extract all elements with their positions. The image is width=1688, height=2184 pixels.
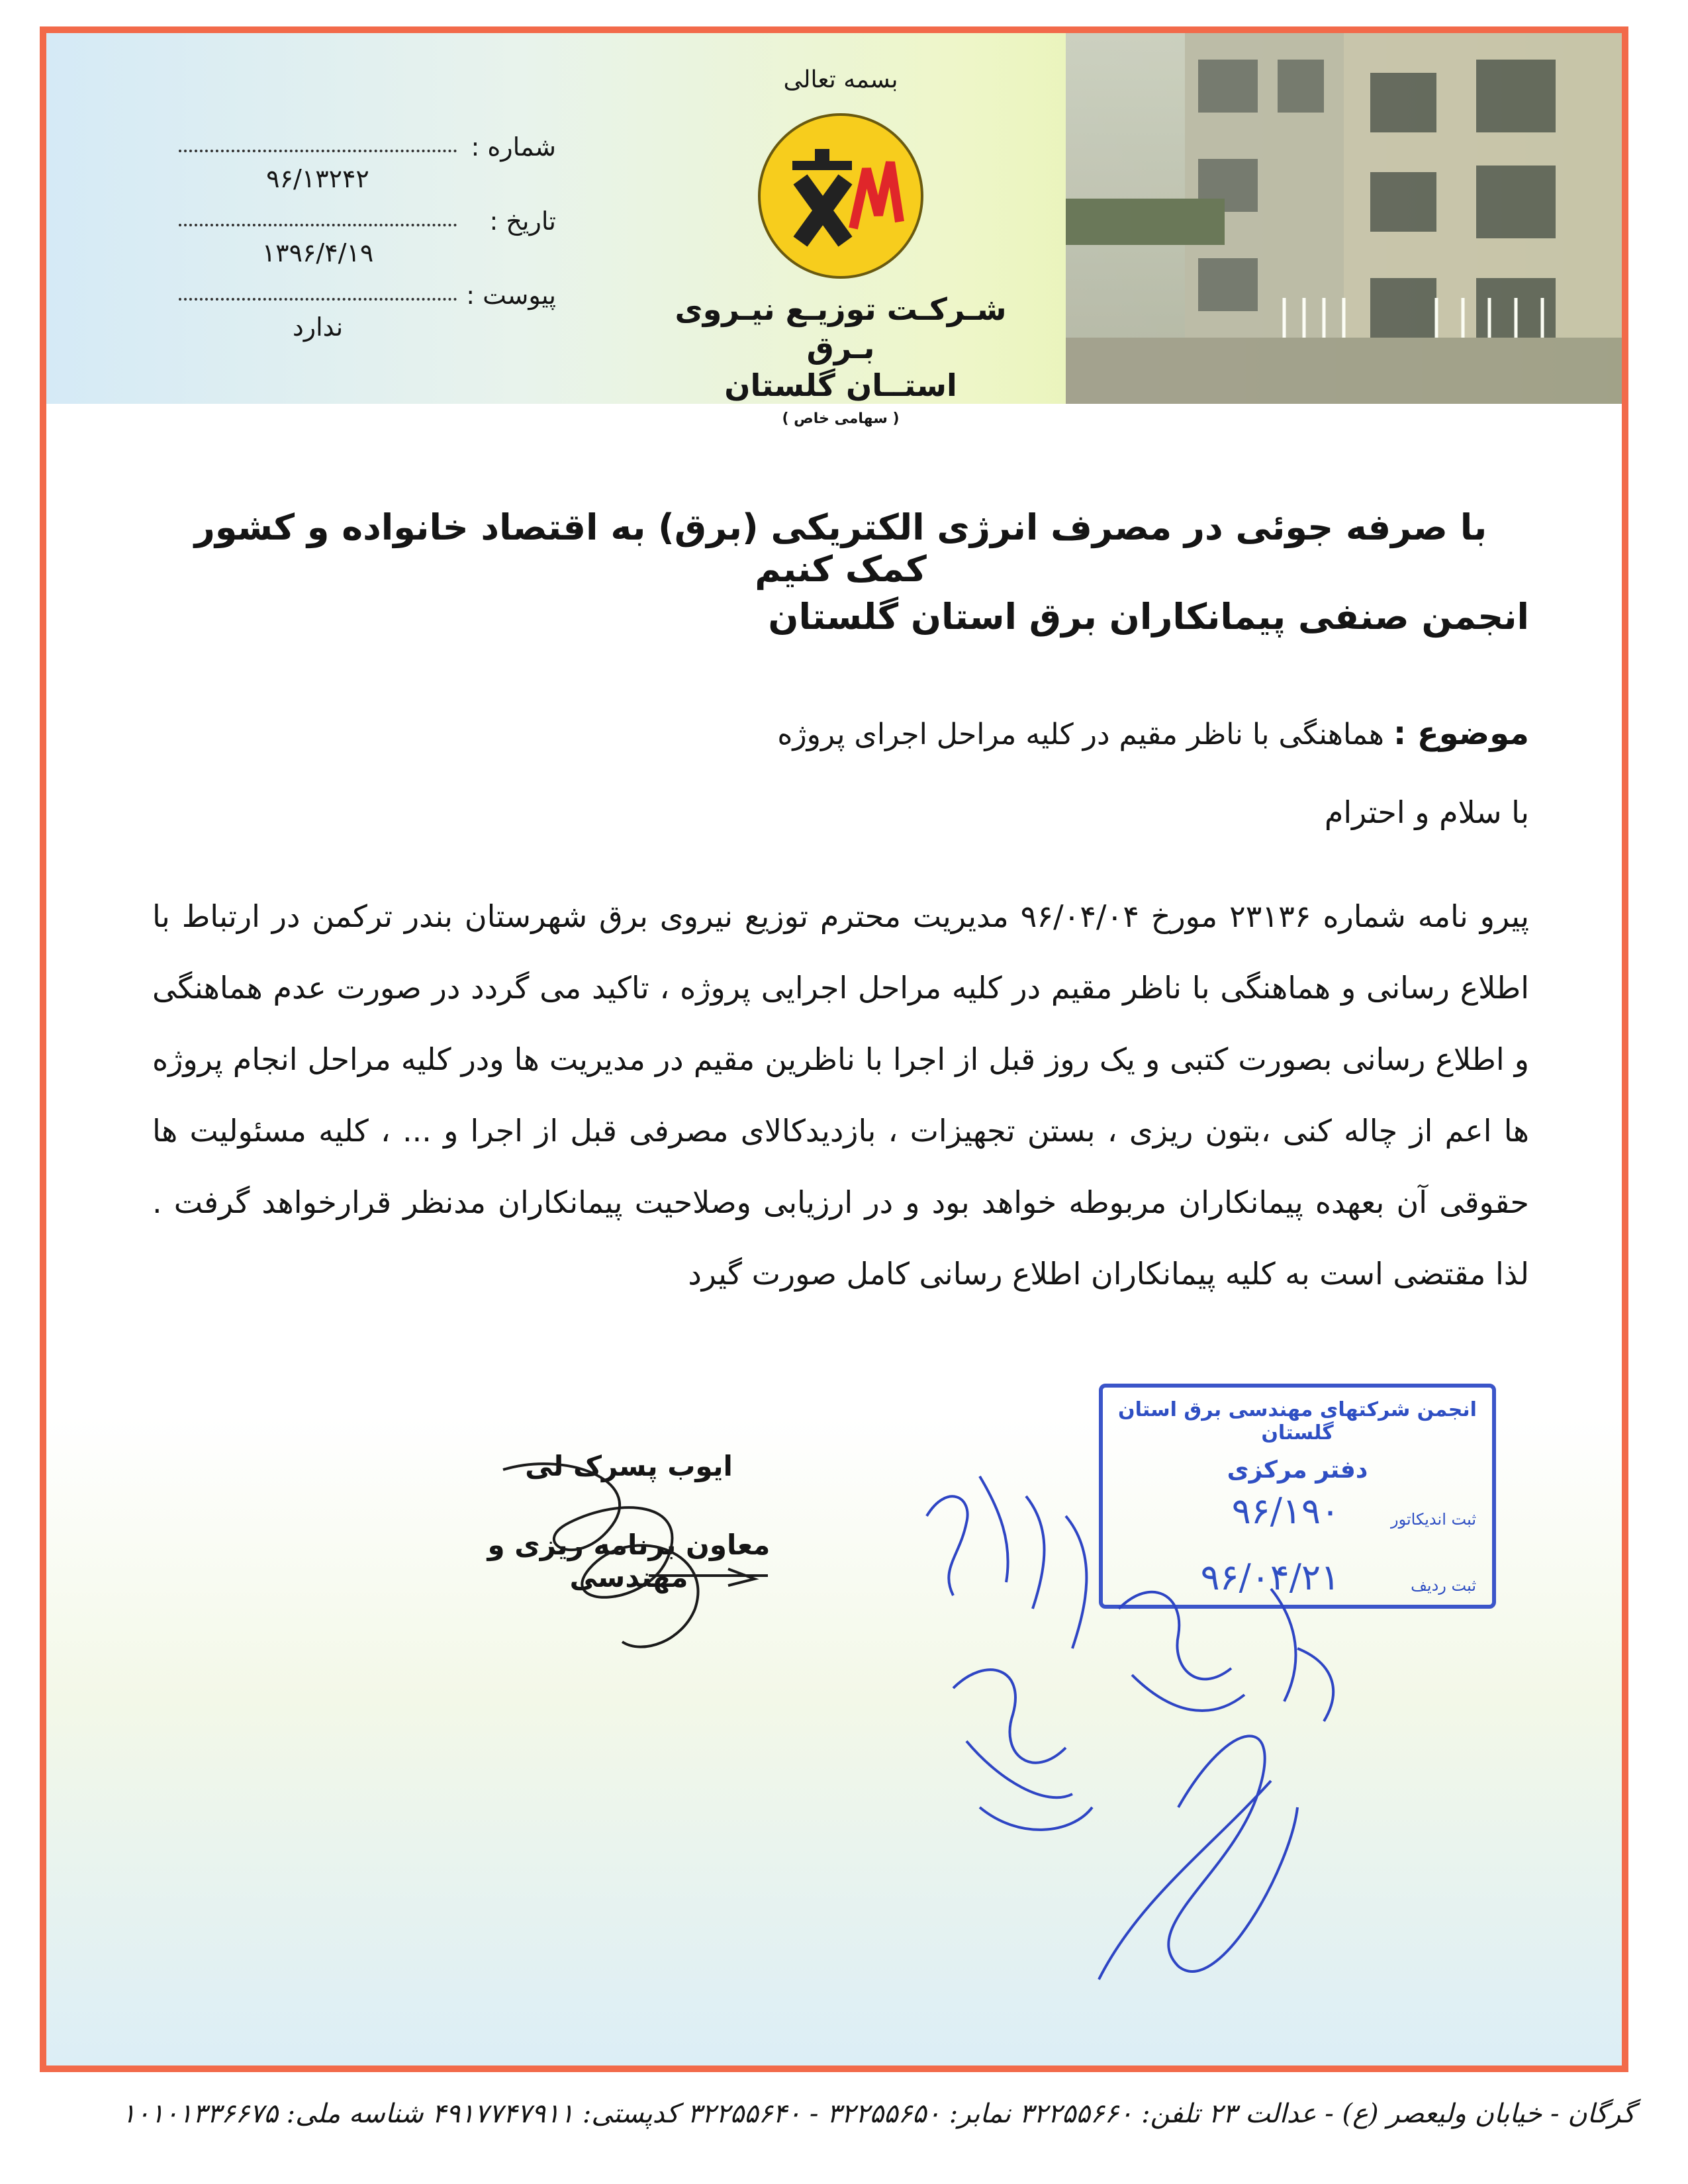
letter-meta (146, 132, 556, 355)
stamp-row-value: ۹۶/۰۴/۲۱ (1200, 1556, 1340, 1598)
logo-mark-icon (761, 116, 921, 276)
stamp-indicator-label: ثبت اندیکاتور (1391, 1510, 1476, 1529)
handwritten-note (900, 1437, 1364, 2019)
stamp-office: دفتر مرکزی (1227, 1456, 1368, 1484)
subject-line (152, 715, 1529, 752)
building-photo (1066, 33, 1622, 404)
handwritten-signature (477, 1443, 781, 1668)
number-label: شماره : (471, 132, 556, 162)
company-logo (758, 113, 923, 279)
slogan: با صرفه جوئی در مصرف انرژی الکتریکی (برق) به اقتصاد خانواده و کشور کمک کنیم (194, 506, 1487, 590)
attachment-row (146, 281, 556, 355)
company-name: شـرکـت توزیـع نیـروی بـرق (675, 291, 1007, 365)
attachment-label: پیوست : (466, 281, 556, 310)
date-label: تاریخ : (489, 207, 556, 236)
letter-paragraph: پیرو نامه شماره ۲۳۱۳۶ مورخ ۹۶/۰۴/۰۴ مدیریت محترم توزیع نیروی برق شهرستان بندر ترکمن در ارتباط با اطلاع رسانی و هماهنگی با ناظر مقیم در کلیه مراحل اجرایی پروژه ، تاکید می گردد در صورت عدم هماهنگی و اطلاع رسانی بصورت کتبی و یک روز قبل از اجرا با ناظرین مقیم در مدیریت ها ودر کلیه مراحل انجام پروژه ها اعم از چاله کنی ،بتون ریزی ، بستن تجهیزات ، بازدیدکالای مصرفی قبل از اجرا و ... ، کلیه مسئولیت ها حقوقی آن بعهده پیمانکاران مربوطه خواهد بود و در ارزیابی وصلاحیت پیمانکاران مدنظر قرارخواهد گرفت . لذا مقتضی است به کلیه پیمانکاران اطلاع رسانی کامل صورت گیرد (152, 898, 1529, 1292)
dotted-line (179, 224, 457, 226)
date-row (146, 207, 556, 281)
stamp-title: انجمن شرکتهای مهندسی برق استان گلستان (1118, 1398, 1477, 1445)
number-row (146, 132, 556, 207)
building-illustration (1066, 33, 1622, 404)
basmala: بسمه تعالی (783, 66, 898, 93)
greeting: با سلام و احترام (1324, 794, 1529, 830)
dotted-line (179, 298, 457, 301)
letter-date: ۱۳۹۶/۴/۱۹ (261, 238, 374, 267)
recipient: انجمن صنفی پیمانکاران برق استان گلستان (768, 596, 1529, 638)
signatory-role: معاون برنامه ریزی و مهندسی (487, 1529, 771, 1593)
header-band (46, 33, 1622, 427)
company-type: ( سهامی خاص ) (782, 410, 900, 427)
stamp-row-label: ثبت ردیف (1411, 1576, 1476, 1595)
letter-number: ۹۶/۱۳۲۴۲ (266, 164, 369, 193)
company-province: استــان گلستان (724, 367, 957, 403)
stamp-indicator-value: ۹۶/۱۹۰ (1231, 1490, 1340, 1532)
subject-text: هماهنگی با ناظر مقیم در کلیه مراحل اجرای پروژه (777, 718, 1385, 751)
dotted-line (179, 150, 457, 152)
footer-address: گرگان - خیابان ولیعصر (ع) - عدالت ۲۳ تلفن: ۳۲۲۵۵۶۶۰ نمابر: ۳۲۲۵۵۶۵۰ - ۳۲۲۵۵۶۴۰ کدپستی: ۴۹۱۷۷۴۷۹۱۱ شناسه ملی: ۱۰۱۰۱۳۳۶۶۷۵ (121, 2099, 1635, 2129)
signatory-name: ایوب پسرک لی (525, 1450, 733, 1482)
subject-label: موضوع : (1393, 715, 1529, 752)
company-logo-block (655, 60, 1026, 427)
attachment-value: ندارد (292, 312, 344, 342)
